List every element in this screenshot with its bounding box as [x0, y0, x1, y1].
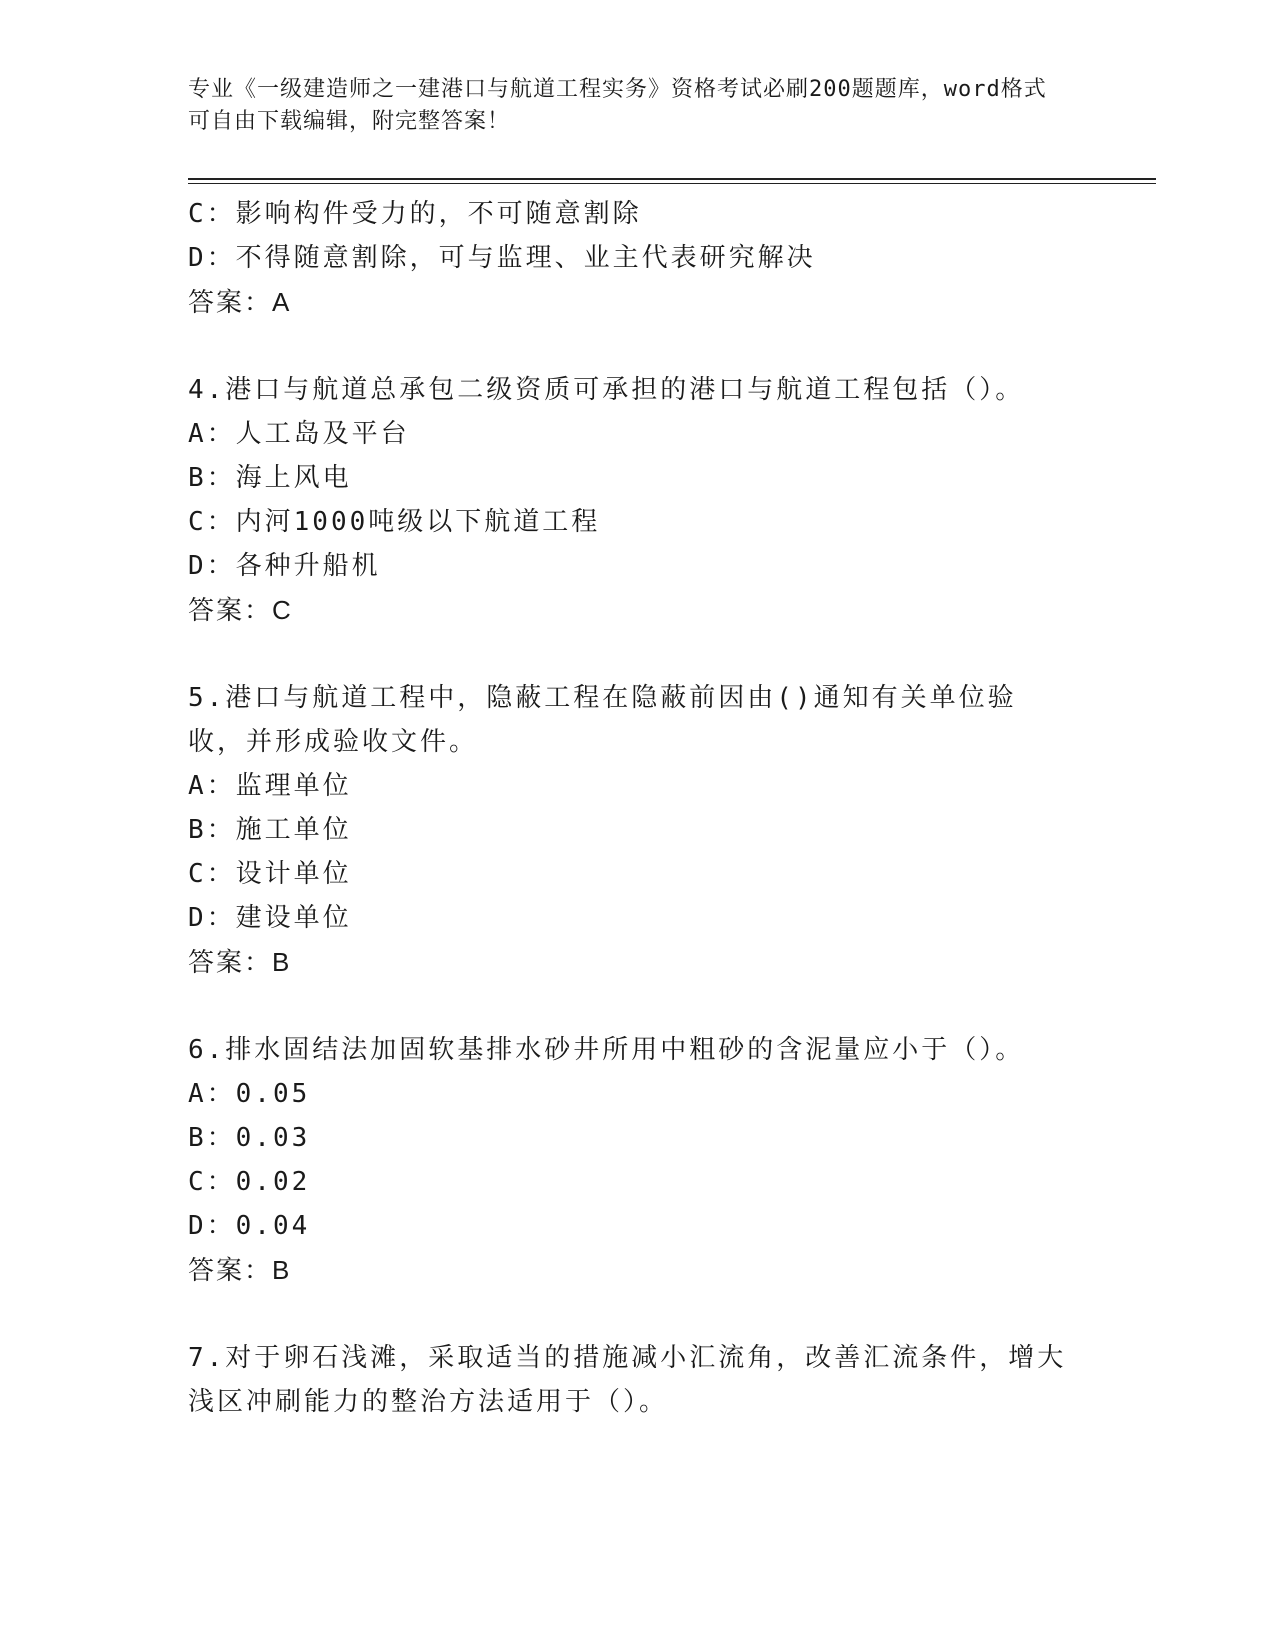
option-c: C：设计单位	[188, 859, 352, 889]
option-c: C：影响构件受力的，不可随意割除	[188, 199, 642, 229]
question-7	[188, 1336, 1148, 1424]
answer: 答案：C	[188, 595, 293, 625]
option-b: B：施工单位	[188, 815, 352, 845]
question-stem: 5.港口与航道工程中，隐蔽工程在隐蔽前因由()通知有关单位验收，并形成验收文件。	[188, 683, 1017, 757]
answer: 答案：B	[188, 1255, 292, 1285]
question-stem: 7.对于卵石浅滩，采取适当的措施减小汇流角，改善汇流条件，增大浅区冲刷能力的整治方法适用于（）。	[188, 1343, 1067, 1417]
document-header: 专业《一级建造师之一建港口与航道工程实务》资格考试必刷200题题库，word格式可自由下载编辑，附完整答案！	[188, 77, 1047, 134]
option-d: D：0.04	[188, 1211, 311, 1241]
option-a: A：监理单位	[188, 771, 352, 801]
option-d: D：不得随意割除，可与监理、业主代表研究解决	[188, 243, 816, 273]
question-stem: 4.港口与航道总承包二级资质可承担的港口与航道工程包括（）。	[188, 375, 1025, 405]
option-d: D：建设单位	[188, 903, 352, 933]
question-list	[188, 192, 1148, 1424]
question-3-continued	[188, 192, 1148, 324]
answer: 答案：A	[188, 287, 292, 317]
question-5	[188, 676, 1148, 984]
option-a: A：人工岛及平台	[188, 419, 410, 449]
option-b: B：海上风电	[188, 463, 352, 493]
question-6	[188, 1028, 1148, 1292]
option-c: C：0.02	[188, 1167, 311, 1197]
question-stem: 6.排水固结法加固软基排水砂井所用中粗砂的含泥量应小于（）。	[188, 1035, 1025, 1065]
option-c: C：内河1000吨级以下航道工程	[188, 507, 601, 537]
answer: 答案：B	[188, 947, 292, 977]
option-a: A：0.05	[188, 1079, 311, 1109]
header-divider	[188, 178, 1156, 184]
question-4	[188, 368, 1148, 632]
option-d: D：各种升船机	[188, 551, 381, 581]
option-b: B：0.03	[188, 1123, 311, 1153]
